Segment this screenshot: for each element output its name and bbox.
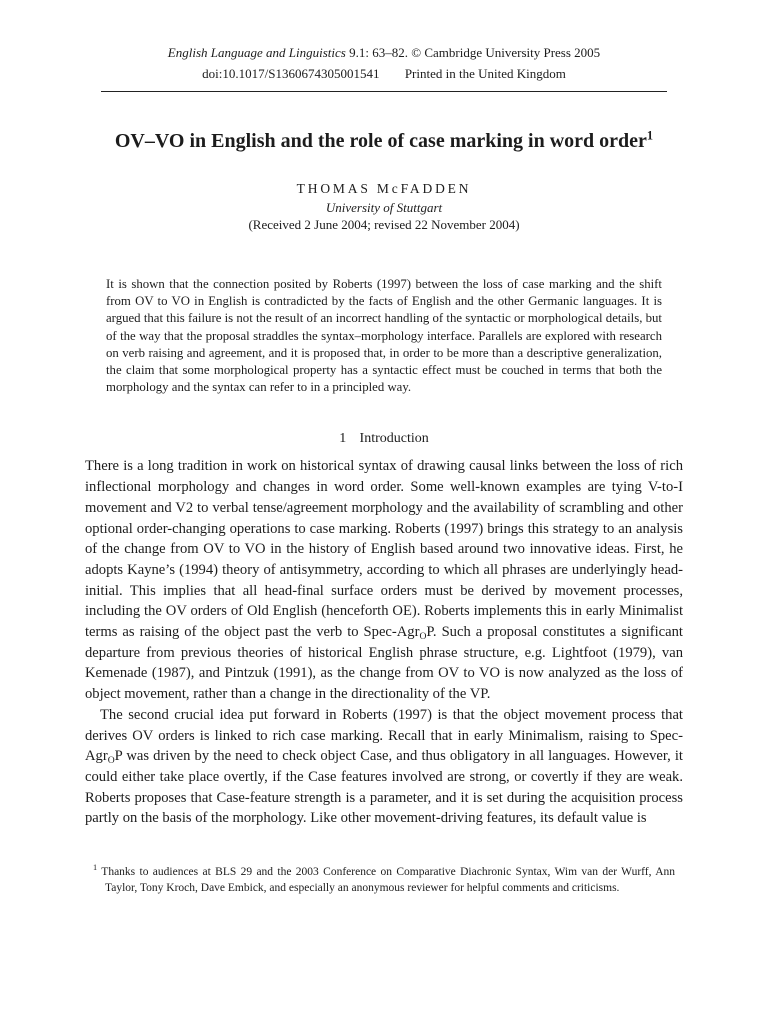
footnote-text: Thanks to audiences at BLS 29 and the 2003 Conference on Comparative Diachronic Syntax, Wim van der Wurff, Ann Taylor, Tony Kroch, Dave Embick, and especially an anonymous reviewer for helpful comments and criticisms.	[101, 866, 676, 894]
body-paragraph: The second crucial idea put forward in Roberts (1997) is that the object movement process that derives OV orders is linked to rich case marking. Recall that in early Minimalism, raising to Spec-Agr$_O$P was driven by the need to check object Case, and thus obligatory in all languages. However, it could either take place overtly, if the Case features involved are strong, or covertly if they are weak. Roberts proposes that Case-feature strength is a parameter, and it is set during the acquisition process partly on the basis of the morphology. Like other movement-driving features, its default value is	[85, 706, 683, 827]
journal-line	[85, 42, 683, 63]
title-footnote-marker: 1	[646, 128, 654, 143]
footnote-marker: 1	[93, 863, 98, 873]
printed-in-text: Printed in the United Kingdom	[404, 66, 566, 81]
section-number: 1	[339, 431, 347, 447]
issue-info: 9.1: 63–82. © Cambridge University Press 2005	[349, 45, 601, 60]
doi-line	[85, 63, 683, 84]
article-title-text: OV–VO in English and the role of case marking in word order	[114, 130, 647, 152]
author-name: THOMAS McFADDEN	[296, 181, 472, 196]
doi-text: doi:10.1017/S1360674305001541	[202, 66, 380, 81]
article-title	[85, 128, 683, 154]
section-title: Introduction	[359, 431, 429, 447]
body-paragraph: There is a long tradition in work on historical syntax of drawing causal links between the loss of rich inflectional morphology and changes in word order. Some well-known examples are tying V-to-I movement and V2 to verbal tense/agreement morphology and the availability of scrambling and other optional order-changing operations to case marking. Roberts (1997) brings this strategy to an analysis of the change from OV to VO in the history of English based around two innovative ideas. First, he adopts Kayne’s (1994) theory of antisymmetry, according to which all phrases are underlyingly head-initial. This implies that all head-final surface orders must be derived by movement processes, including the OV orders of Old English (henceforth OE). Roberts implements this in early Minimalist terms as raising of the object past the verb to Spec-Agr$_O$P. Such a proposal constitutes a significant departure from previous theories of historical English phrase structure, e.g. Lightfoot (1979), van Kemenade (1987), and Pintzuk (1991), as the change from OV to VO is now analyzed as the loss of object movement, rather than a change in the directionality of the VP.	[85, 458, 683, 703]
page-content	[85, 0, 683, 896]
abstract: It is shown that the connection posited by Roberts (1997) between the loss of case marking and the shift from OV to VO in English is contradicted by the facts of English and the other Germanic languages. It is argued that this failure is not the result of an incorrect handling of the syntactic or morphological details, but of the way that the proposal straddles the syntax–morphology interface. Parallels are explored with research on verb raising and agreement, and it is proposed that, in order to be more than a descriptive generalization, the claim that some morphological property has a syntactic effect must be couched in terms that both the morphology and the syntax can refer to in a principled way.	[106, 277, 662, 395]
received-line: (Received 2 June 2004; revised 22 November 2004)	[248, 217, 520, 232]
masthead	[85, 0, 683, 84]
section-heading	[85, 431, 683, 447]
header-rule	[101, 91, 667, 92]
body-text	[85, 456, 683, 829]
footnote-paragraph	[93, 865, 675, 896]
footnote	[93, 865, 675, 896]
author-affiliation: University of Stuttgart	[325, 200, 443, 215]
journal-name: English Language and Linguistics	[167, 45, 346, 60]
